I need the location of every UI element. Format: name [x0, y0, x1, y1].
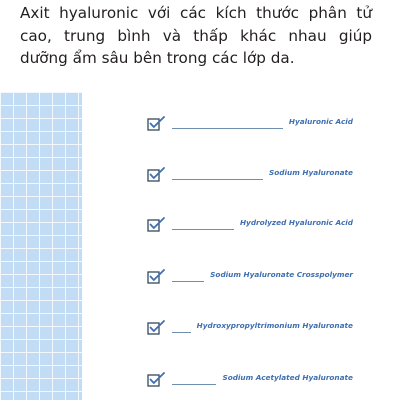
fill-line	[172, 332, 191, 333]
ingredient-label: Hyaluronic Acid	[288, 117, 353, 126]
checklist-item	[147, 213, 353, 233]
ingredient-label: Hydrolyzed Hyaluronic Acid	[239, 218, 353, 227]
ingredient-label: Sodium Acetylated Hyaluronate	[222, 373, 353, 382]
check-box-icon	[147, 166, 166, 183]
checklist-item	[147, 368, 353, 388]
fill-line	[172, 128, 283, 129]
check-box-icon	[147, 319, 166, 336]
fill-line	[172, 281, 204, 282]
ingredient-label: Sodium Hyaluronate	[269, 168, 353, 177]
checklist-item	[147, 316, 353, 336]
fill-line	[172, 179, 263, 180]
check-box-icon	[147, 268, 166, 285]
intro-paragraph: Axit hyaluronic với các kích thước phân tử cao, trung bình và thấp khác nhau giúp dưỡng ẩm sâu bên trong các lớp da.	[20, 4, 372, 67]
ingredient-label: Sodium Hyaluronate Crosspolymer	[210, 270, 353, 279]
fill-line	[172, 384, 216, 385]
fill-line	[172, 229, 234, 230]
ingredient-label: Hydroxypropyltrimonium Hyaluronate	[196, 321, 353, 330]
checklist-item	[147, 163, 353, 183]
check-box-icon	[147, 115, 166, 132]
checklist-item	[147, 112, 353, 132]
check-box-icon	[147, 371, 166, 388]
check-box-icon	[147, 216, 166, 233]
checklist-item	[147, 265, 353, 285]
